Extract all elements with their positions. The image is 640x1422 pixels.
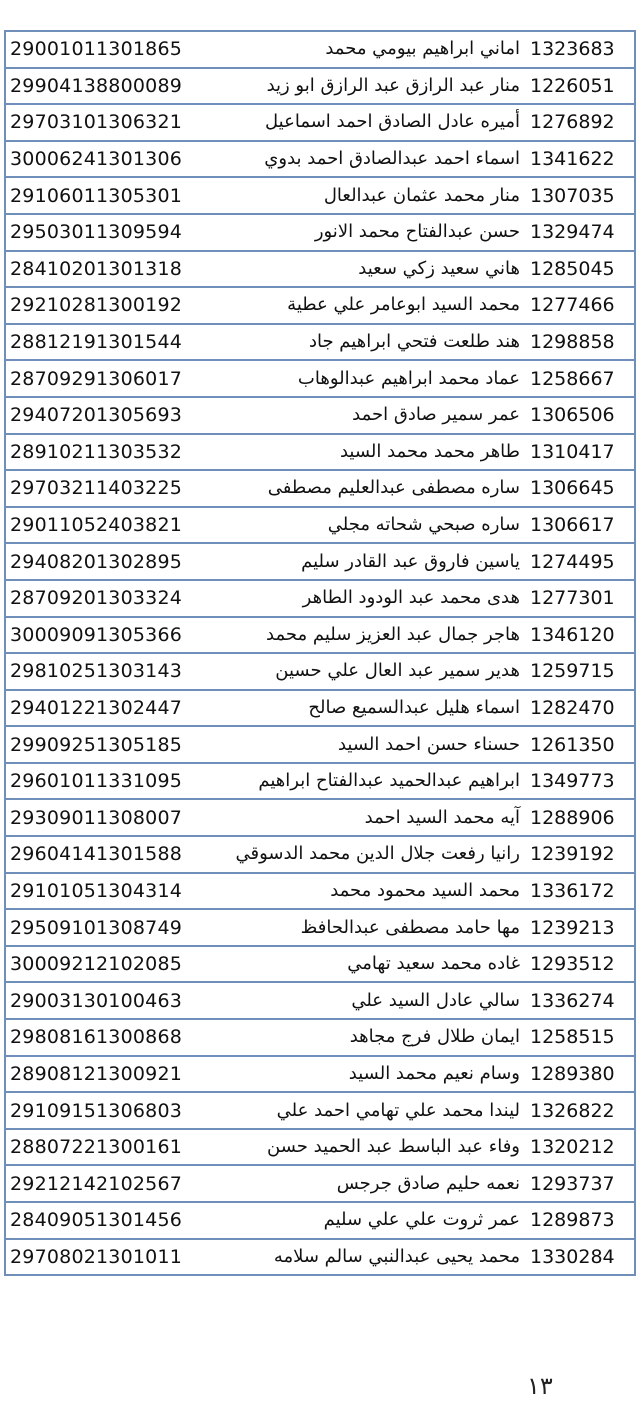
employee-code-cell: 1306617 <box>526 507 635 544</box>
employee-name-cell: أميره عادل الصادق احمد اسماعيل <box>218 104 526 141</box>
records-table <box>4 30 636 1276</box>
employee-code-cell: 1341622 <box>526 141 635 178</box>
page-number: ١٣ <box>527 1372 553 1400</box>
national-id-cell: 29708021301011 <box>5 1239 218 1276</box>
national-id-cell: 29003130100463 <box>5 982 218 1019</box>
national-id-cell: 29601011331095 <box>5 763 218 800</box>
national-id-cell: 29503011309594 <box>5 214 218 251</box>
employee-name-cell: منار محمد عثمان عبدالعال <box>218 177 526 214</box>
national-id-cell: 29101051304314 <box>5 873 218 910</box>
national-id-cell: 29904138800089 <box>5 68 218 105</box>
national-id-cell: 30006241301306 <box>5 141 218 178</box>
table-row <box>5 434 635 471</box>
employee-name-cell: هاجر جمال عبد العزيز سليم محمد <box>218 617 526 654</box>
employee-name-cell: هدى محمد عبد الودود الطاهر <box>218 580 526 617</box>
employee-name-cell: ليندا محمد علي تهامي احمد علي <box>218 1092 526 1129</box>
table-row <box>5 909 635 946</box>
table-row <box>5 251 635 288</box>
national-id-cell: 28409051301456 <box>5 1202 218 1239</box>
employee-name-cell: هاني سعيد زكي سعيد <box>218 251 526 288</box>
table-row <box>5 1129 635 1166</box>
employee-code-cell: 1349773 <box>526 763 635 800</box>
national-id-cell: 30009212102085 <box>5 946 218 983</box>
employee-name-cell: مها حامد مصطفى عبدالحافظ <box>218 909 526 946</box>
table-row <box>5 177 635 214</box>
table-row <box>5 580 635 617</box>
employee-code-cell: 1259715 <box>526 653 635 690</box>
national-id-cell: 28812191301544 <box>5 324 218 361</box>
table-row <box>5 1202 635 1239</box>
employee-name-cell: آيه محمد السيد احمد <box>218 799 526 836</box>
table-row <box>5 653 635 690</box>
national-id-cell: 29001011301865 <box>5 31 218 68</box>
employee-name-cell: اسماء احمد عبدالصادق احمد بدوي <box>218 141 526 178</box>
table-row <box>5 104 635 141</box>
employee-name-cell: ابراهيم عبدالحميد عبدالفتاح ابراهيم <box>218 763 526 800</box>
employee-code-cell: 1346120 <box>526 617 635 654</box>
table-row <box>5 1019 635 1056</box>
national-id-cell: 29210281300192 <box>5 287 218 324</box>
employee-code-cell: 1326822 <box>526 1092 635 1129</box>
national-id-cell: 28709291306017 <box>5 360 218 397</box>
employee-code-cell: 1288906 <box>526 799 635 836</box>
national-id-cell: 28910211303532 <box>5 434 218 471</box>
national-id-cell: 29703211403225 <box>5 470 218 507</box>
national-id-cell: 29808161300868 <box>5 1019 218 1056</box>
employee-code-cell: 1298858 <box>526 324 635 361</box>
employee-code-cell: 1274495 <box>526 543 635 580</box>
national-id-cell: 28807221300161 <box>5 1129 218 1166</box>
employee-code-cell: 1226051 <box>526 68 635 105</box>
table-row <box>5 507 635 544</box>
national-id-cell: 28709201303324 <box>5 580 218 617</box>
table-row <box>5 617 635 654</box>
employee-code-cell: 1277301 <box>526 580 635 617</box>
employee-code-cell: 1258667 <box>526 360 635 397</box>
employee-code-cell: 1330284 <box>526 1239 635 1276</box>
employee-code-cell: 1336274 <box>526 982 635 1019</box>
table-row <box>5 397 635 434</box>
employee-code-cell: 1336172 <box>526 873 635 910</box>
employee-name-cell: سالي عادل السيد علي <box>218 982 526 1019</box>
table-row <box>5 31 635 68</box>
employee-code-cell: 1310417 <box>526 434 635 471</box>
employee-code-cell: 1282470 <box>526 690 635 727</box>
employee-code-cell: 1329474 <box>526 214 635 251</box>
employee-name-cell: عماد محمد ابراهيم عبدالوهاب <box>218 360 526 397</box>
employee-name-cell: طاهر محمد محمد السيد <box>218 434 526 471</box>
national-id-cell: 28908121300921 <box>5 1056 218 1093</box>
national-id-cell: 29509101308749 <box>5 909 218 946</box>
employee-code-cell: 1323683 <box>526 31 635 68</box>
table-row <box>5 1092 635 1129</box>
national-id-cell: 30009091305366 <box>5 617 218 654</box>
employee-code-cell: 1239192 <box>526 836 635 873</box>
employee-name-cell: اسماء هليل عبدالسميع صالح <box>218 690 526 727</box>
employee-code-cell: 1293512 <box>526 946 635 983</box>
table-row <box>5 873 635 910</box>
employee-name-cell: غاده محمد سعيد تهامي <box>218 946 526 983</box>
employee-name-cell: حسن عبدالفتاح محمد الانور <box>218 214 526 251</box>
table-row <box>5 982 635 1019</box>
employee-name-cell: وسام نعيم محمد السيد <box>218 1056 526 1093</box>
national-id-cell: 29703101306321 <box>5 104 218 141</box>
table-row <box>5 1056 635 1093</box>
employee-name-cell: رانيا رفعت جلال الدين محمد الدسوقي <box>218 836 526 873</box>
national-id-cell: 29109151306803 <box>5 1092 218 1129</box>
table-row <box>5 287 635 324</box>
employee-name-cell: اماني ابراهيم بيومي محمد <box>218 31 526 68</box>
employee-code-cell: 1306506 <box>526 397 635 434</box>
table-row <box>5 543 635 580</box>
table-row <box>5 141 635 178</box>
employee-code-cell: 1239213 <box>526 909 635 946</box>
table-row <box>5 68 635 105</box>
table-row <box>5 946 635 983</box>
national-id-cell: 29407201305693 <box>5 397 218 434</box>
national-id-cell: 29909251305185 <box>5 726 218 763</box>
table-row <box>5 799 635 836</box>
national-id-cell: 29309011308007 <box>5 799 218 836</box>
table-row <box>5 324 635 361</box>
table-row <box>5 763 635 800</box>
table-row <box>5 470 635 507</box>
national-id-cell: 28410201301318 <box>5 251 218 288</box>
national-id-cell: 29212142102567 <box>5 1165 218 1202</box>
table-row <box>5 214 635 251</box>
employee-name-cell: محمد السيد محمود محمد <box>218 873 526 910</box>
records-body <box>5 31 635 1275</box>
employee-code-cell: 1289873 <box>526 1202 635 1239</box>
employee-name-cell: نعمه حليم صادق جرجس <box>218 1165 526 1202</box>
employee-code-cell: 1285045 <box>526 251 635 288</box>
employee-name-cell: منار عبد الرازق عبد الرازق ابو زيد <box>218 68 526 105</box>
table-row <box>5 690 635 727</box>
employee-code-cell: 1276892 <box>526 104 635 141</box>
employee-code-cell: 1307035 <box>526 177 635 214</box>
employee-code-cell: 1320212 <box>526 1129 635 1166</box>
table-row <box>5 1239 635 1276</box>
employee-name-cell: محمد السيد ابوعامر علي عطية <box>218 287 526 324</box>
employee-name-cell: عمر ثروت علي علي سليم <box>218 1202 526 1239</box>
employee-name-cell: هند طلعت فتحي ابراهيم جاد <box>218 324 526 361</box>
employee-name-cell: ساره مصطفى عبدالعليم مصطفى <box>218 470 526 507</box>
employee-code-cell: 1258515 <box>526 1019 635 1056</box>
table-row <box>5 1165 635 1202</box>
employee-name-cell: حسناء حسن احمد السيد <box>218 726 526 763</box>
employee-name-cell: ساره صبحي شحاته مجلي <box>218 507 526 544</box>
national-id-cell: 29810251303143 <box>5 653 218 690</box>
employee-code-cell: 1289380 <box>526 1056 635 1093</box>
table-row <box>5 726 635 763</box>
employee-name-cell: عمر سمير صادق احمد <box>218 397 526 434</box>
national-id-cell: 29604141301588 <box>5 836 218 873</box>
national-id-cell: 29408201302895 <box>5 543 218 580</box>
employee-name-cell: ياسين فاروق عبد القادر سليم <box>218 543 526 580</box>
table-row <box>5 836 635 873</box>
employee-name-cell: ايمان طلال فرج مجاهد <box>218 1019 526 1056</box>
employee-code-cell: 1293737 <box>526 1165 635 1202</box>
national-id-cell: 29011052403821 <box>5 507 218 544</box>
employee-name-cell: وفاء عبد الباسط عبد الحميد حسن <box>218 1129 526 1166</box>
employee-code-cell: 1277466 <box>526 287 635 324</box>
employee-code-cell: 1306645 <box>526 470 635 507</box>
table-row <box>5 360 635 397</box>
national-id-cell: 29106011305301 <box>5 177 218 214</box>
national-id-cell: 29401221302447 <box>5 690 218 727</box>
employee-name-cell: محمد يحيى عبدالنبي سالم سلامه <box>218 1239 526 1276</box>
employee-name-cell: هدير سمير عبد العال علي حسين <box>218 653 526 690</box>
employee-code-cell: 1261350 <box>526 726 635 763</box>
